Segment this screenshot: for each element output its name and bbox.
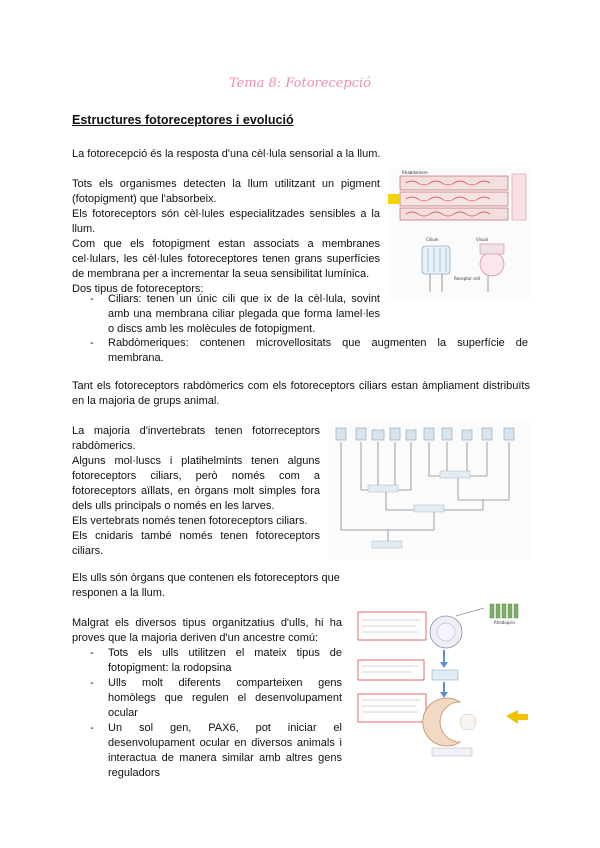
- types-intro: Dos tipus de fotoreceptors:: [72, 283, 204, 295]
- list-item: - Ulls molt diferents comparteixen gens homòlegs que regulen el desenvolupament ocular: [88, 676, 342, 721]
- types-list-second: [88, 336, 528, 366]
- receptor-cell-label: Receptor cell: [454, 276, 481, 281]
- invertebrate-text-block: [72, 424, 320, 559]
- cnidarians-paragraph: Els cnidaris també només tenen fotoreceptors ciliars.: [72, 530, 320, 557]
- list-item: - Un sol gen, PAX6, pot iniciar el desenvolupament ocular en diversos animals i interactua de manera similar amb altres gens reguladors: [88, 721, 342, 781]
- list-item: - Tots els ulls utilitzen el mateix tipus de fotopigment: la rodopsina: [88, 646, 342, 676]
- invertebrates-paragraph: La majoria d'invertebrats tenen fotorreceptors rabdòmerics.: [72, 425, 320, 452]
- intro-paragraph: La fotorecepció és la resposta d'una cèl·lula sensorial a la llum.: [72, 148, 381, 160]
- membrane-paragraph: Com que els fotopigment estan associats a membranes cel·lulars, les cèl·lules fotoreceptores tenen grans superfícies de membrana per a incrementar la seua sensibilitat lumínica.: [72, 238, 380, 280]
- photoreceptor-text-block: [72, 177, 380, 297]
- photoreceptor-diagram: [388, 168, 530, 298]
- evidence-list: [88, 646, 342, 781]
- visual-label: Visual: [476, 237, 488, 242]
- pigment-paragraph: Tots els organismes detecten la llum utilitzant un pigment (fotopigment) que l'absorbeix.: [72, 178, 380, 205]
- common-ancestor-paragraph: Malgrat els diversos tipus organitzatius d'ulls, hi ha proves que la majoria deriven d'un ancestre comú:: [72, 617, 342, 644]
- phylogeny-diagram: [328, 420, 530, 560]
- cilium-label: Cilium: [426, 237, 439, 242]
- photoreceptor-definition: Els fotoreceptors són cèl·lules especialitzades sensibles a la llum.: [72, 208, 380, 235]
- eye-development-diagram: [356, 602, 530, 762]
- molluscs-paragraph: Alguns mol·luscs i platihelmints tenen alguns fotoreceptors ciliars, però només com a fotoreceptors aïllats, en òrgans molt simples fora dels ulls principals o només en les larves.: [72, 455, 320, 512]
- page-title: Tema 8: Fotorecepció: [228, 76, 371, 91]
- rhabdomere-label: Rhabdomere: [402, 170, 428, 175]
- list-item: - Rabdòmeriques: contenen microvellositats que augmenten la superfície de membrana.: [88, 336, 528, 366]
- list-item: - Ciliars: tenen un únic cili que ix de la cèl·lula, sovint amb una membrana ciliar plegada que forma lamel·les o discs amb les molècules de fotopigment.: [88, 292, 380, 337]
- section-heading: Estructures fotoreceptores i evolució: [72, 113, 294, 127]
- vertebrates-paragraph: Els vertebrats només tenen fotoreceptors ciliars.: [72, 515, 308, 527]
- eyes-paragraph: Els ulls són òrgans que contenen els fotoreceptors que responen a la llum.: [72, 572, 340, 599]
- types-list-first: [88, 292, 380, 337]
- rhodopsin-label: Rhodopsin: [494, 620, 516, 625]
- distribution-paragraph: Tant els fotoreceptors rabdòmerics com els fotoreceptors ciliars estan àmpliament distribuïts en la majoria de grups animal.: [72, 380, 530, 407]
